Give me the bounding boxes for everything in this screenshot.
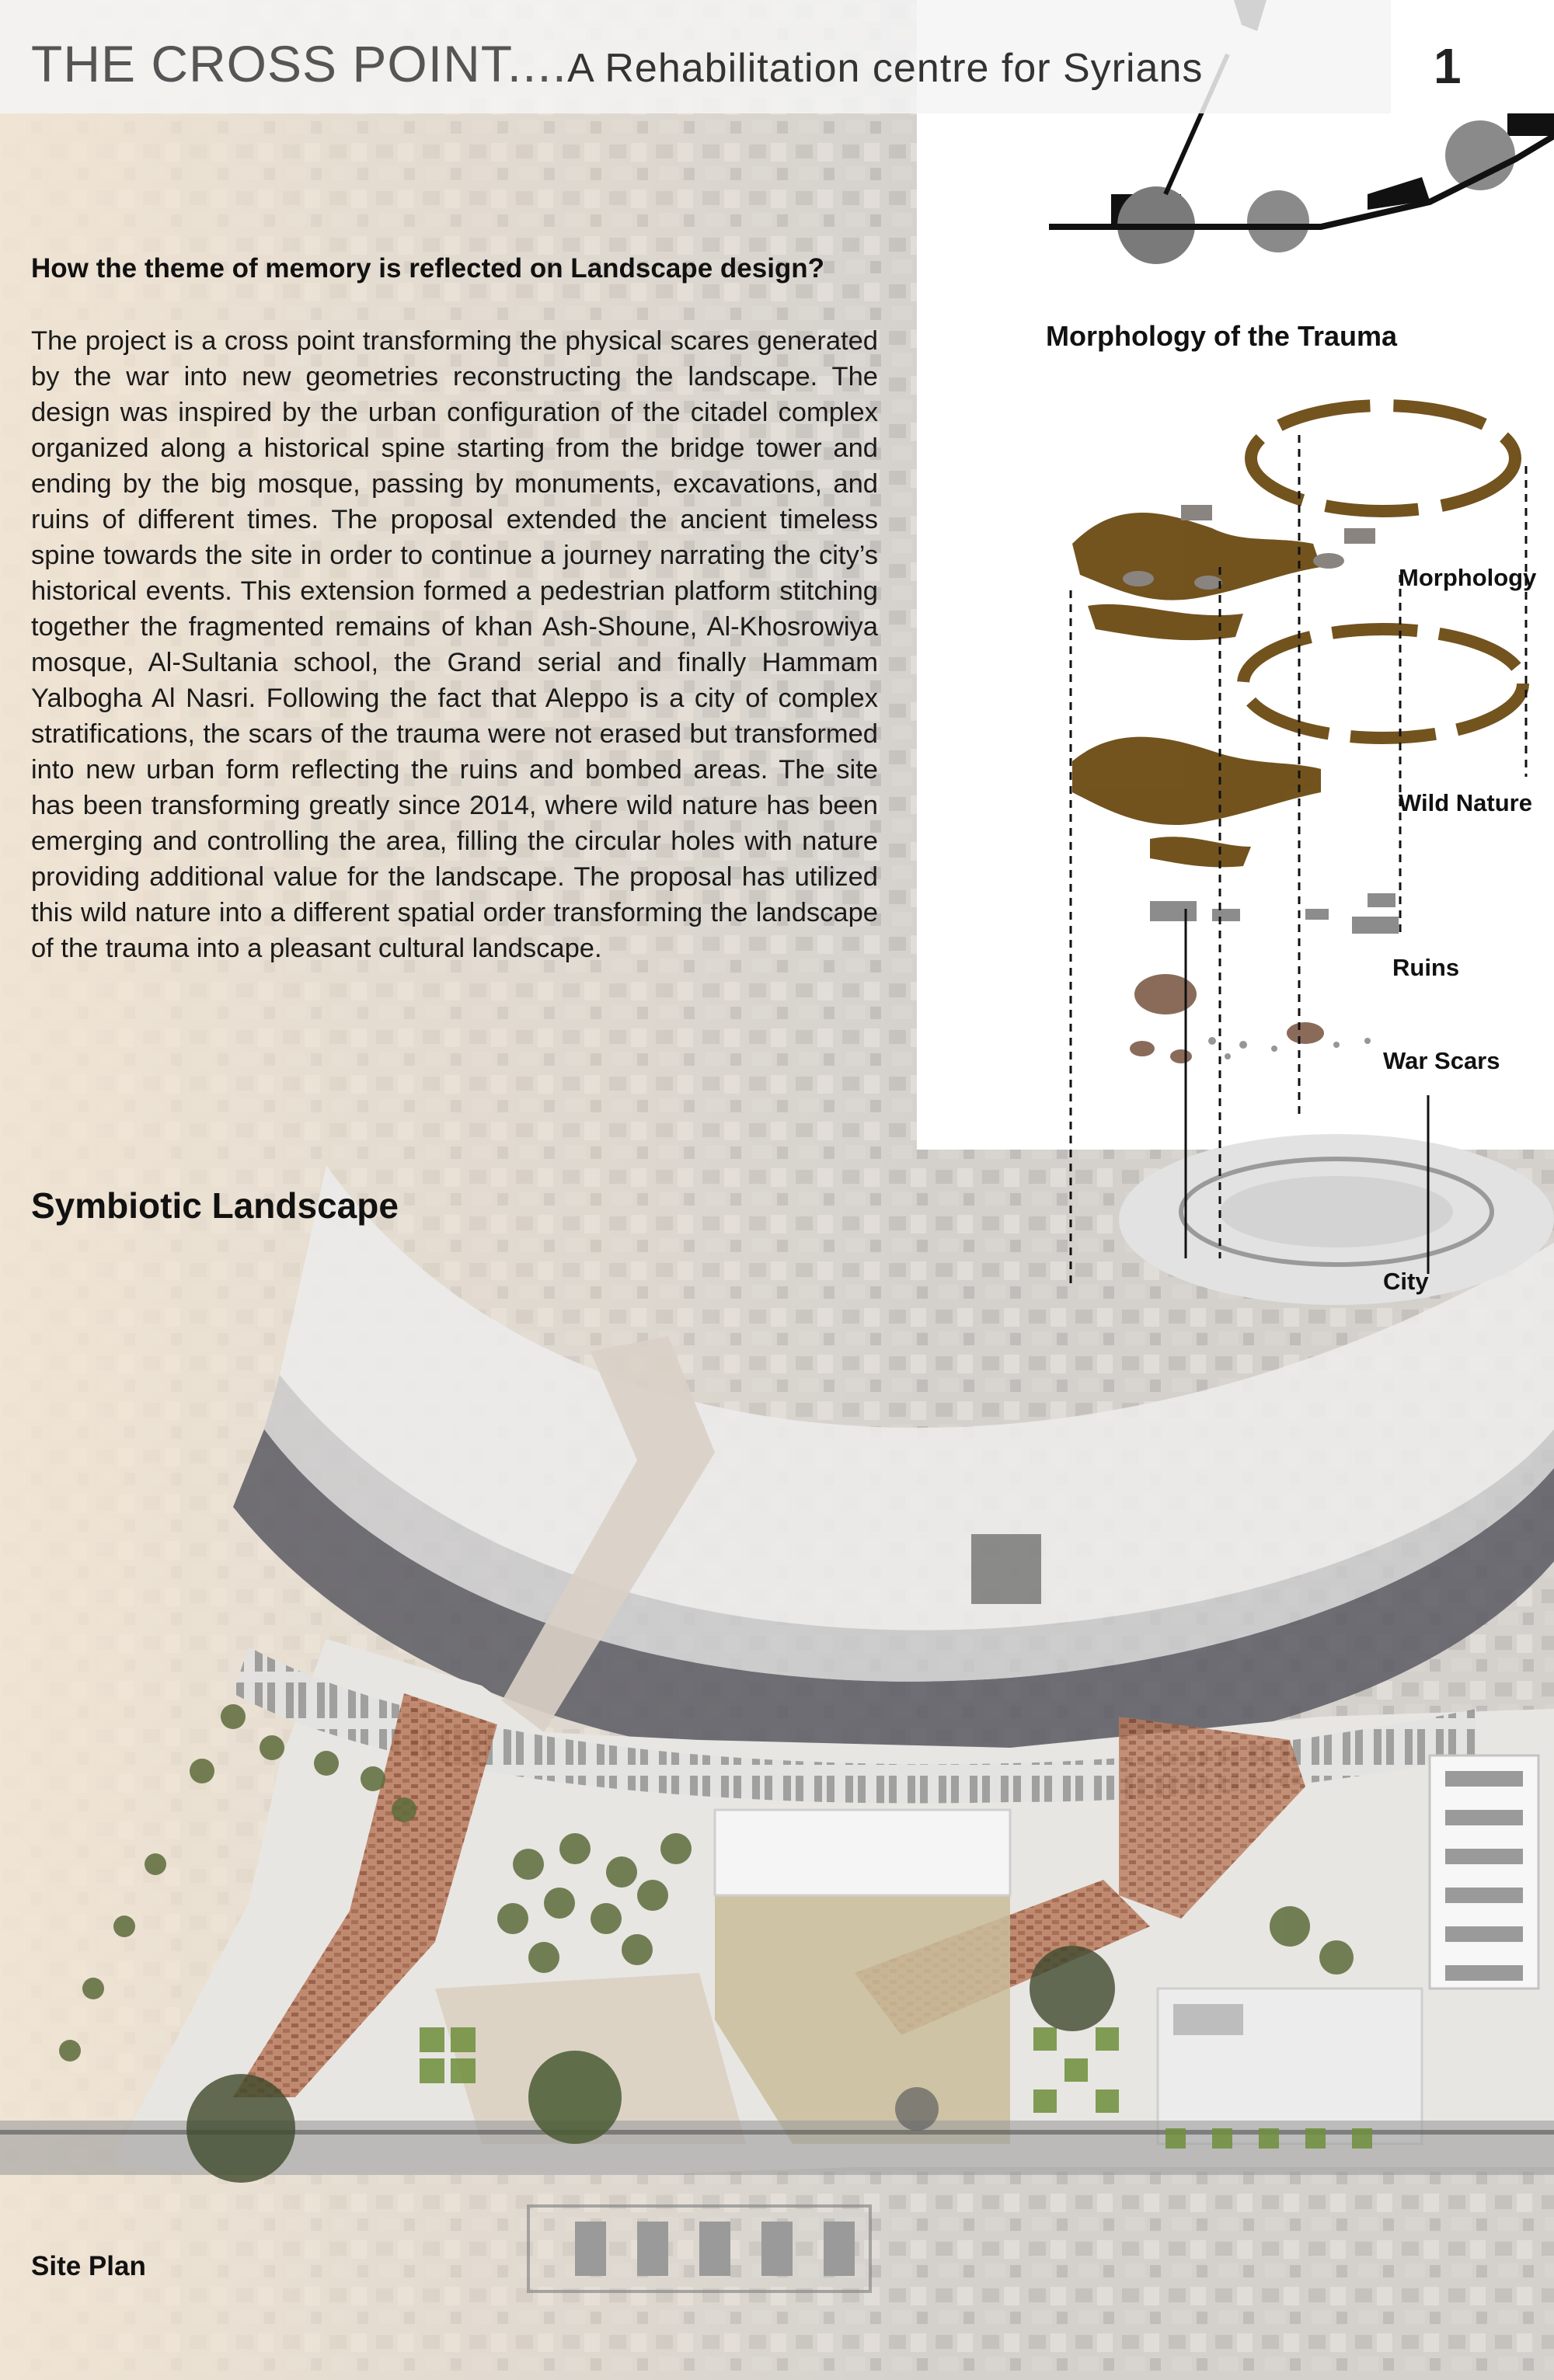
body-paragraph: The project is a cross point transforming the physical scares generated by the war into new geometries reconstructing the landscape. The design was inspired by the urban configuration of the citadel complex organized along a historical spine starting from the bridge tower and ending by the big mosque, passing by monuments, excavations, and ruins of different times. The proposal extended the ancient timeless spine towards the site in order to continue a journey narrating the city’s historical events. This extension formed a pedestrian platform stitching together the fragmented remains of khan Ash-Shoune, Al-Khosrowiya mosque, Al-Sultania school, the Grand serial and finally Hammam Yalbogha Al Nasri. Following the fact that Aleppo is a city of complex stratifications, the scars of the trauma were not erased but transformed into new urban form reflecting the ruins and bombed areas. The site has been transforming greatly since 2014, where wild nature has been emerging and controlling the area, filling the circular holes with nature providing additional value for the landscape. The proposal has utilized this wild nature into a different spatial order transforming the landscape of the trauma into a pleasant cultural landscape. [31, 326, 878, 963]
diagram-title: Morphology of the Trauma [1046, 320, 1398, 352]
layer-label-wild-nature: Wild Nature [1399, 789, 1532, 816]
subtitle-text: A Rehabilitation centre for Syrians [567, 46, 1204, 91]
title-text: THE CROSS POINT.... [31, 35, 568, 92]
sheet-number: 1 [1434, 38, 1462, 94]
poster-title [31, 34, 1203, 93]
sheet-number-box [1391, 0, 1554, 113]
layer-label-city: City [1383, 1268, 1429, 1295]
layer-label-war-scars: War Scars [1383, 1047, 1500, 1074]
site-plan-label: Site Plan [31, 2251, 146, 2281]
layer-label-ruins: Ruins [1392, 954, 1460, 981]
symbiotic-landscape-heading: Symbiotic Landscape [31, 1185, 399, 1226]
layer-label-morphology: Morphology [1399, 564, 1537, 591]
question-heading: How the theme of memory is reflected on Landscape design? [31, 253, 825, 284]
